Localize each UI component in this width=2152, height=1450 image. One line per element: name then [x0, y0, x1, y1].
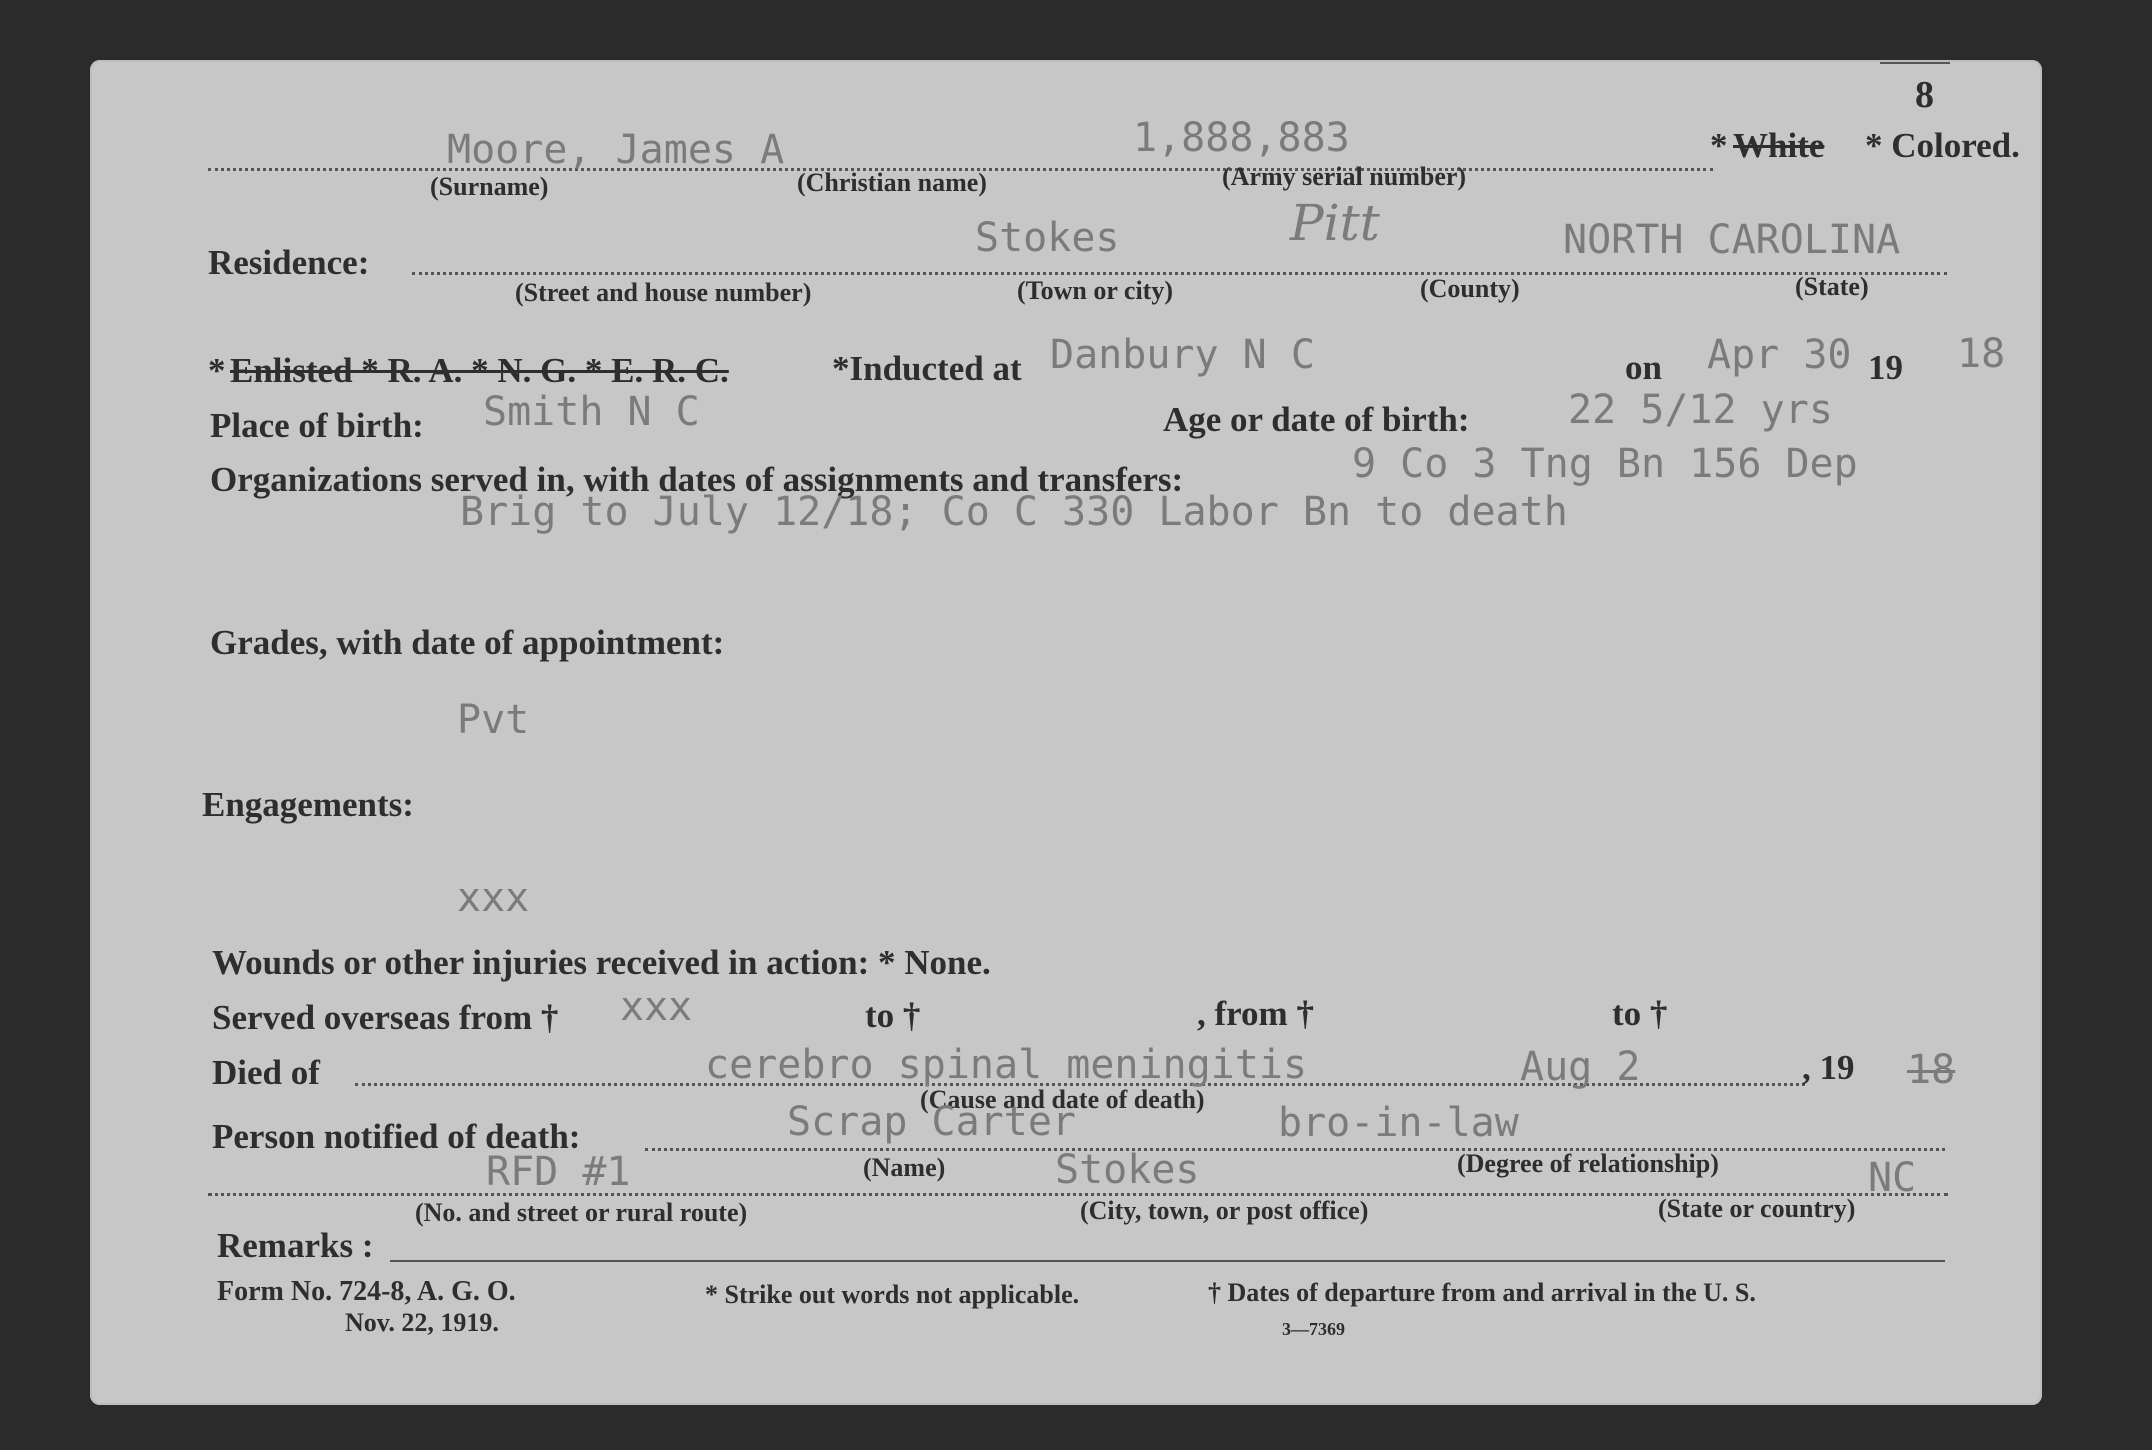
overseas-to-label: to †: [865, 996, 921, 1035]
residence-label: Residence:: [208, 243, 370, 282]
birth-place: Smith N C: [483, 389, 700, 435]
caption-county: (County): [1420, 274, 1520, 303]
grades-value: Pvt: [457, 697, 530, 743]
death-date: Aug 2: [1520, 1044, 1641, 1090]
remarks-label: Remarks :: [217, 1226, 374, 1265]
enlisted-prefix: *: [208, 351, 226, 390]
caption-name: (Name): [863, 1153, 946, 1182]
wounds-label: Wounds or other injuries received in action: * None.: [212, 943, 991, 982]
residence-state: NORTH CAROLINA: [1563, 217, 1901, 263]
race-white-struck: White: [1733, 126, 1825, 165]
caption-town: (Town or city): [1017, 276, 1173, 305]
on-label: on: [1625, 348, 1662, 387]
footnote-dates: † Dates of departure from and arrival in the U. S.: [1208, 1278, 1756, 1307]
caption-street: (Street and house number): [515, 278, 812, 307]
engagements-value: xxx: [457, 875, 530, 921]
residence-town: Stokes: [975, 215, 1120, 261]
card-number: 8: [1915, 74, 1934, 116]
form-date: Nov. 22, 1919.: [345, 1308, 499, 1337]
residence-line: [412, 272, 1947, 275]
enlisted-struck: Enlisted * R. A. * N. G. * E. R. C.: [230, 351, 729, 390]
notified-line: [645, 1148, 1945, 1151]
organizations-line1: 9 Co 3 Tng Bn 156 Dep: [1352, 441, 1858, 487]
organizations-line2: Brig to July 12/18; Co C 330 Labor Bn to death: [460, 489, 1568, 535]
induction-date: Apr 30: [1707, 332, 1852, 378]
race-prefix: *: [1710, 126, 1728, 165]
death-year: 18: [1907, 1047, 1956, 1093]
death-year-prefix: , 19: [1802, 1048, 1855, 1087]
caption-relationship: (Degree of relationship): [1457, 1149, 1719, 1178]
inducted-place: Danbury N C: [1050, 332, 1315, 378]
notified-city: Stokes: [1055, 1147, 1200, 1193]
race-colored: * Colored.: [1865, 126, 2020, 165]
print-code: 3—7369: [1282, 1319, 1345, 1339]
died-of-label: Died of: [212, 1053, 320, 1092]
top-rule: [1880, 62, 1950, 64]
inducted-label: *Inducted at: [832, 349, 1022, 388]
caption-serial: (Army serial number): [1222, 162, 1467, 191]
induction-year-prefix: 19: [1868, 348, 1903, 387]
soldier-name: Moore, James A: [447, 127, 785, 173]
caption-route: (No. and street or rural route): [415, 1198, 748, 1227]
caption-state: (State): [1795, 272, 1869, 301]
age-value: 22 5/12 yrs: [1568, 387, 1833, 433]
form-number: Form No. 724-8, A. G. O.: [217, 1276, 516, 1307]
notified-name: Scrap Carter: [787, 1099, 1076, 1145]
remarks-line: [390, 1260, 1945, 1262]
caption-state-country: (State or country): [1658, 1194, 1856, 1223]
notified-route: RFD #1: [486, 1149, 631, 1195]
notified-state: NC: [1868, 1155, 1917, 1201]
induction-year: 18: [1957, 331, 2006, 377]
serial-number: 1,888,883: [1133, 115, 1350, 161]
death-cause: cerebro spinal meningitis: [705, 1042, 1308, 1088]
footnote-strike: * Strike out words not applicable.: [705, 1280, 1080, 1309]
caption-christian: (Christian name): [797, 168, 987, 197]
record-card: [90, 60, 2042, 1405]
overseas-to2-label: to †: [1612, 994, 1668, 1033]
organizations-label: Organizations served in, with dates of assignments and transfers:: [210, 460, 1184, 499]
overseas-from-value: xxx: [620, 984, 693, 1030]
grades-label: Grades, with date of appointment:: [210, 623, 725, 662]
age-label: Age or date of birth:: [1163, 400, 1470, 439]
caption-cause: (Cause and date of death): [920, 1085, 1205, 1114]
notified-label: Person notified of death:: [212, 1117, 581, 1156]
notified-relationship: bro-in-law: [1278, 1100, 1519, 1146]
overseas-from2-label: , from †: [1197, 994, 1314, 1033]
caption-surname: (Surname): [430, 172, 549, 201]
overseas-from-label: Served overseas from †: [212, 998, 559, 1037]
birth-place-label: Place of birth:: [210, 406, 424, 445]
caption-city: (City, town, or post office): [1080, 1196, 1369, 1225]
residence-county: Pitt: [1290, 194, 1380, 252]
engagements-label: Engagements:: [202, 785, 414, 824]
